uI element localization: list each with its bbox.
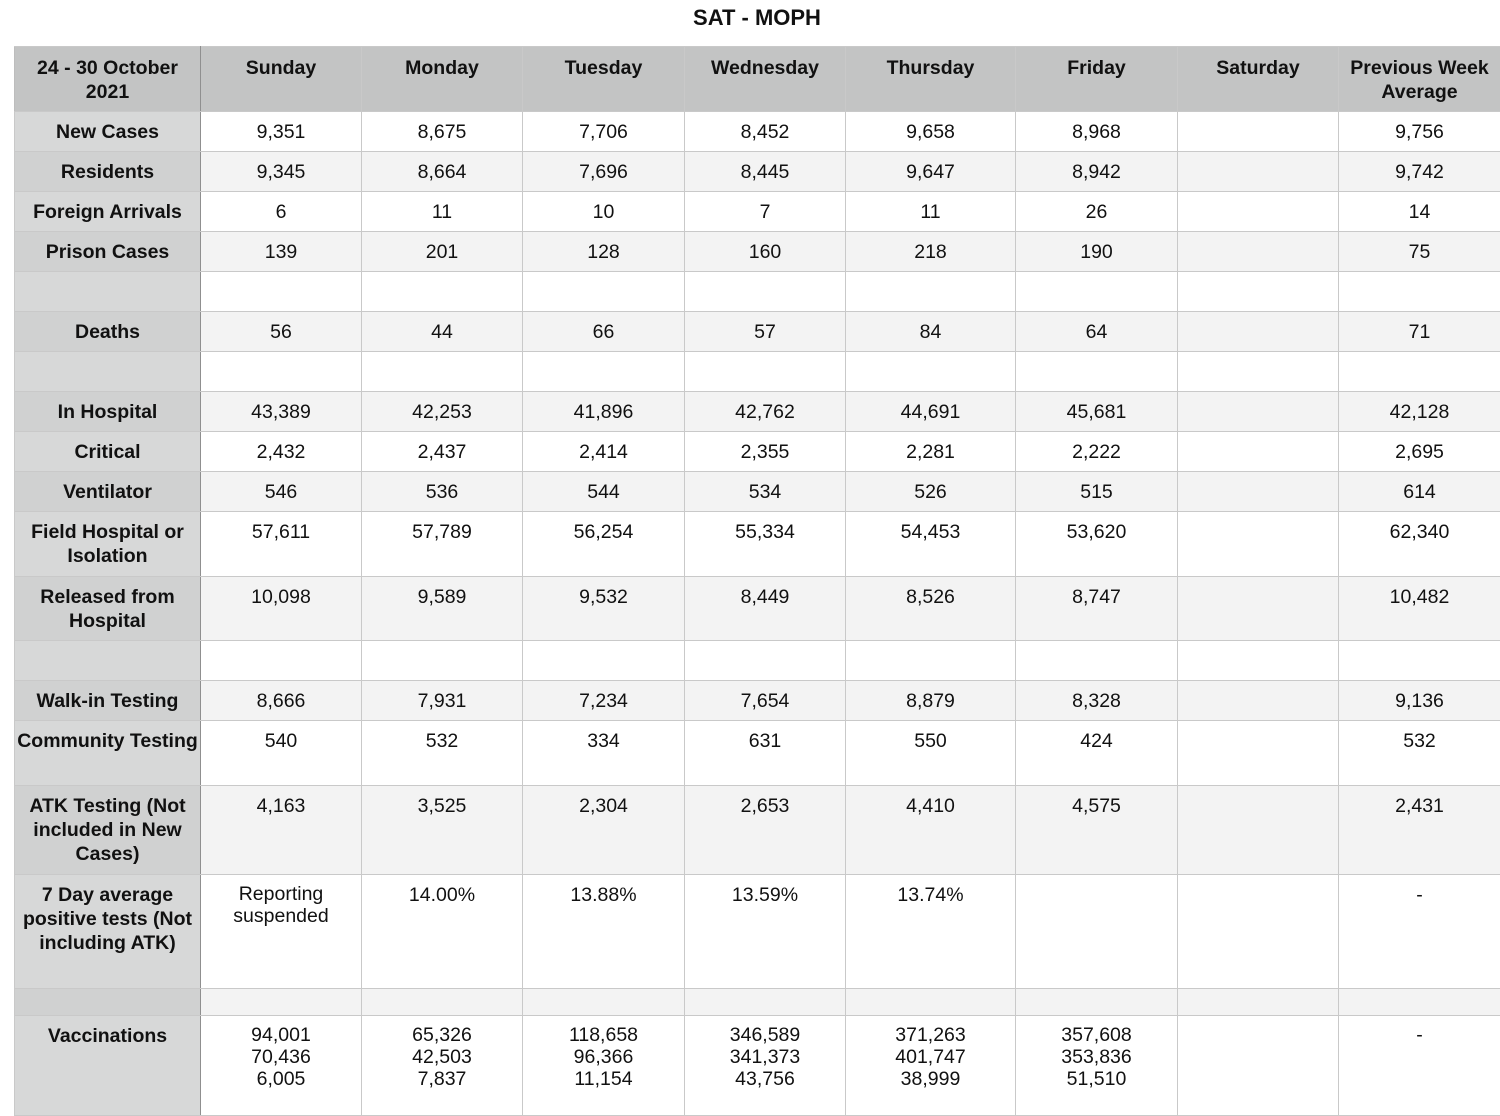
table-cell — [1178, 112, 1339, 152]
table-cell: 532 — [1339, 721, 1500, 786]
table-cell — [1178, 432, 1339, 472]
table-cell: 4,410 — [846, 786, 1016, 875]
table-cell: 8,666 — [201, 681, 362, 721]
table-row — [15, 681, 1500, 721]
table-body — [15, 112, 1500, 1116]
table-cell — [362, 641, 523, 681]
table-cell — [685, 272, 846, 312]
table-cell: 66 — [523, 312, 685, 352]
table-cell: 9,589 — [362, 577, 523, 641]
table-row — [15, 312, 1500, 352]
table-row — [15, 512, 1500, 577]
column-header-friday: Friday — [1016, 47, 1178, 112]
table-row — [15, 232, 1500, 272]
table-cell — [846, 641, 1016, 681]
table-cell: 43,389 — [201, 392, 362, 432]
table-cell: 54,453 — [846, 512, 1016, 577]
table-cell: 544 — [523, 472, 685, 512]
table-cell: 546 — [201, 472, 362, 512]
table-cell: 7,654 — [685, 681, 846, 721]
cell-line: 346,589 — [729, 1024, 801, 1046]
table-cell: 26 — [1016, 192, 1178, 232]
cell-line: 357,608 — [1061, 1024, 1132, 1046]
row-label — [15, 641, 201, 681]
row-label: 7 Day average positive tests (Not including ATK) — [15, 875, 201, 989]
cell-line: 6,005 — [256, 1068, 306, 1090]
table-cell: 11 — [846, 192, 1016, 232]
column-header-monday: Monday — [362, 47, 523, 112]
table-cell: 2,222 — [1016, 432, 1178, 472]
column-header-wednesday: Wednesday — [685, 47, 846, 112]
row-label: In Hospital — [15, 392, 201, 432]
table-row — [15, 152, 1500, 192]
column-header-tuesday: Tuesday — [523, 47, 685, 112]
table-cell: 57,611 — [201, 512, 362, 577]
table-cell: 550 — [846, 721, 1016, 786]
table-cell — [1178, 232, 1339, 272]
table-cell — [685, 352, 846, 392]
cell-line: 118,658 — [568, 1024, 639, 1046]
cell-line: 341,373 — [729, 1046, 801, 1068]
table-cell: 8,445 — [685, 152, 846, 192]
table-cell: 10 — [523, 192, 685, 232]
table-cell: 4,163 — [201, 786, 362, 875]
table-cell — [1016, 272, 1178, 312]
table-cell: 218 — [846, 232, 1016, 272]
table-cell: 534 — [685, 472, 846, 512]
table-cell: 8,526 — [846, 577, 1016, 641]
table-cell: 128 — [523, 232, 685, 272]
table-cell — [201, 989, 362, 1016]
row-label: Field Hospital or Isolation — [15, 512, 201, 577]
table-cell: 57 — [685, 312, 846, 352]
spacer-row — [15, 352, 1500, 392]
table-cell: 55,334 — [685, 512, 846, 577]
table-cell: 6 — [201, 192, 362, 232]
cell-line: - — [1416, 1024, 1423, 1046]
table-cell: 201 — [362, 232, 523, 272]
table-row — [15, 786, 1500, 875]
table-cell — [1016, 1016, 1178, 1116]
row-label: Deaths — [15, 312, 201, 352]
table-cell — [201, 1016, 362, 1116]
table-cell — [1178, 512, 1339, 577]
table-row — [15, 432, 1500, 472]
table-cell — [523, 641, 685, 681]
table-cell — [846, 352, 1016, 392]
column-header-thursday: Thursday — [846, 47, 1016, 112]
table-cell — [201, 641, 362, 681]
table-cell — [1178, 392, 1339, 432]
table-cell — [1178, 312, 1339, 352]
table-cell: 2,355 — [685, 432, 846, 472]
cell-line: 401,747 — [895, 1046, 966, 1068]
table-cell — [201, 272, 362, 312]
table-row — [15, 192, 1500, 232]
cell-line: 65,326 — [412, 1024, 472, 1046]
table-cell: 8,664 — [362, 152, 523, 192]
table-cell — [1339, 989, 1500, 1016]
table-cell: 536 — [362, 472, 523, 512]
table-row — [15, 1016, 1500, 1116]
spacer-row — [15, 272, 1500, 312]
covid-report-table — [14, 46, 1500, 1116]
table-cell: 190 — [1016, 232, 1178, 272]
column-header-sunday: Sunday — [201, 47, 362, 112]
table-row — [15, 577, 1500, 641]
table-cell: 614 — [1339, 472, 1500, 512]
table-cell: 53,620 — [1016, 512, 1178, 577]
table-cell — [523, 1016, 685, 1116]
table-cell — [1178, 989, 1339, 1016]
table-cell: 424 — [1016, 721, 1178, 786]
column-header-previous-week-average: Previous Week Average — [1339, 47, 1500, 112]
table-cell: 139 — [201, 232, 362, 272]
table-cell: 44 — [362, 312, 523, 352]
table-cell — [1178, 192, 1339, 232]
table-cell — [846, 272, 1016, 312]
row-label: Walk-in Testing — [15, 681, 201, 721]
table-cell — [846, 989, 1016, 1016]
table-cell: 42,762 — [685, 392, 846, 432]
table-cell — [1178, 577, 1339, 641]
table-cell — [1339, 352, 1500, 392]
table-cell: 44,691 — [846, 392, 1016, 432]
table-cell: 14.00% — [362, 875, 523, 989]
cell-line: 43,756 — [735, 1068, 795, 1090]
row-label: Vaccinations — [15, 1016, 201, 1116]
table-cell: 9,742 — [1339, 152, 1500, 192]
table-cell: 2,281 — [846, 432, 1016, 472]
table-cell: 13.74% — [846, 875, 1016, 989]
table-cell — [1178, 875, 1339, 989]
period-header: 24 - 30 October 2021 — [15, 47, 201, 112]
row-label: Ventilator — [15, 472, 201, 512]
table-cell — [1178, 786, 1339, 875]
table-cell: 2,432 — [201, 432, 362, 472]
table-cell: 57,789 — [362, 512, 523, 577]
table-cell — [1016, 352, 1178, 392]
table-cell — [362, 272, 523, 312]
table-cell: 11 — [362, 192, 523, 232]
table-cell: 45,681 — [1016, 392, 1178, 432]
table-cell — [362, 352, 523, 392]
table-cell: 7 — [685, 192, 846, 232]
table-cell: 3,525 — [362, 786, 523, 875]
table-cell: 64 — [1016, 312, 1178, 352]
table-cell: 9,756 — [1339, 112, 1500, 152]
table-row — [15, 721, 1500, 786]
table-cell: 8,328 — [1016, 681, 1178, 721]
table-cell: 8,449 — [685, 577, 846, 641]
cell-line: 38,999 — [900, 1068, 961, 1090]
table-cell: 2,414 — [523, 432, 685, 472]
row-label: ATK Testing (Not included in New Cases) — [15, 786, 201, 875]
table-cell — [1016, 989, 1178, 1016]
table-cell — [362, 1016, 523, 1116]
table-row — [15, 112, 1500, 152]
table-cell: 160 — [685, 232, 846, 272]
cell-line: 94,001 — [251, 1024, 311, 1046]
table-cell: 41,896 — [523, 392, 685, 432]
cell-line: 42,503 — [412, 1046, 472, 1068]
table-cell — [846, 1016, 1016, 1116]
page-title: SAT - MOPH — [693, 5, 821, 30]
table-cell — [1178, 1016, 1339, 1116]
table-cell: 13.88% — [523, 875, 685, 989]
table-cell: 2,695 — [1339, 432, 1500, 472]
table-cell — [1178, 641, 1339, 681]
table-cell: 7,706 — [523, 112, 685, 152]
spacer-row — [15, 989, 1500, 1016]
table-cell — [523, 352, 685, 392]
table-cell: 9,351 — [201, 112, 362, 152]
table-cell: 42,253 — [362, 392, 523, 432]
row-label — [15, 272, 201, 312]
table-cell: 9,345 — [201, 152, 362, 192]
table-cell — [523, 272, 685, 312]
row-label — [15, 989, 201, 1016]
table-cell — [1178, 472, 1339, 512]
row-label: Foreign Arrivals — [15, 192, 201, 232]
table-cell: 2,437 — [362, 432, 523, 472]
table-cell — [1178, 352, 1339, 392]
table-cell: 9,658 — [846, 112, 1016, 152]
table-cell — [1178, 272, 1339, 312]
table-cell — [685, 1016, 846, 1116]
cell-line: 353,836 — [1061, 1046, 1132, 1068]
table-cell: 2,304 — [523, 786, 685, 875]
table-cell — [362, 989, 523, 1016]
table-cell: 56 — [201, 312, 362, 352]
table-cell: 2,653 — [685, 786, 846, 875]
spacer-row — [15, 641, 1500, 681]
header-row — [15, 47, 1500, 112]
table-cell: 75 — [1339, 232, 1500, 272]
column-header-saturday: Saturday — [1178, 47, 1339, 112]
table-cell: 8,747 — [1016, 577, 1178, 641]
table-cell: 9,532 — [523, 577, 685, 641]
table-row — [15, 875, 1500, 989]
cell-line: 96,366 — [573, 1046, 634, 1068]
table-cell: 71 — [1339, 312, 1500, 352]
table-cell — [1016, 641, 1178, 681]
table-cell: 4,575 — [1016, 786, 1178, 875]
table-cell: 540 — [201, 721, 362, 786]
row-label: Residents — [15, 152, 201, 192]
table-cell — [685, 641, 846, 681]
table-cell: 8,968 — [1016, 112, 1178, 152]
table-cell — [1016, 875, 1178, 989]
table-cell: 334 — [523, 721, 685, 786]
cell-line: 7,837 — [417, 1068, 467, 1090]
table-cell — [1178, 152, 1339, 192]
cell-line: 11,154 — [574, 1068, 633, 1090]
cell-line: 70,436 — [251, 1046, 311, 1068]
table-cell: 526 — [846, 472, 1016, 512]
table-cell: 7,696 — [523, 152, 685, 192]
table-cell: 10,098 — [201, 577, 362, 641]
table-cell: 8,675 — [362, 112, 523, 152]
table-cell: 9,647 — [846, 152, 1016, 192]
table-cell: 631 — [685, 721, 846, 786]
table-cell — [1178, 681, 1339, 721]
table-cell: - — [1339, 875, 1500, 989]
table-cell — [1339, 1016, 1500, 1116]
table-cell: 9,136 — [1339, 681, 1500, 721]
table-cell: 84 — [846, 312, 1016, 352]
table-cell — [1339, 641, 1500, 681]
table-cell: Reporting suspended — [201, 875, 362, 989]
row-label: Prison Cases — [15, 232, 201, 272]
table-cell — [201, 352, 362, 392]
table-row — [15, 472, 1500, 512]
table-cell — [1178, 721, 1339, 786]
row-label — [15, 352, 201, 392]
table-cell: 14 — [1339, 192, 1500, 232]
table-cell: 13.59% — [685, 875, 846, 989]
table-cell: 62,340 — [1339, 512, 1500, 577]
table-cell: 7,234 — [523, 681, 685, 721]
cell-line: 51,510 — [1066, 1068, 1127, 1090]
table-cell: 56,254 — [523, 512, 685, 577]
table-cell — [1339, 272, 1500, 312]
table-row — [15, 392, 1500, 432]
table-cell: 42,128 — [1339, 392, 1500, 432]
row-label: Community Testing — [15, 721, 201, 786]
table-cell: 8,879 — [846, 681, 1016, 721]
table-cell: 532 — [362, 721, 523, 786]
table-cell: 515 — [1016, 472, 1178, 512]
table-cell: 10,482 — [1339, 577, 1500, 641]
cell-line: 371,263 — [895, 1024, 966, 1046]
row-label: Critical — [15, 432, 201, 472]
table-cell: 7,931 — [362, 681, 523, 721]
row-label: Released from Hospital — [15, 577, 201, 641]
row-label: New Cases — [15, 112, 201, 152]
table-cell: 8,942 — [1016, 152, 1178, 192]
table-cell — [685, 989, 846, 1016]
table-cell: 8,452 — [685, 112, 846, 152]
table-cell — [523, 989, 685, 1016]
table-cell: 2,431 — [1339, 786, 1500, 875]
